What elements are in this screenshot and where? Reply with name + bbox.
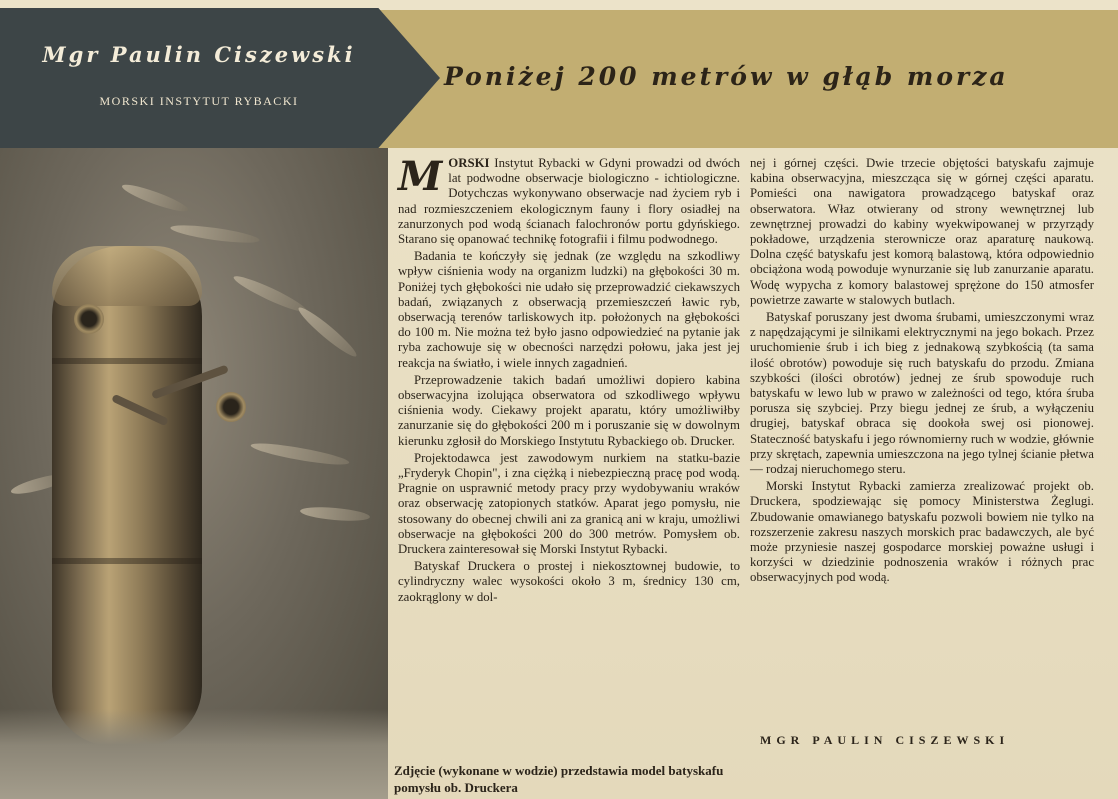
porthole bbox=[74, 304, 104, 334]
article-paragraph: Morski Instytut Rybacki zamierza zrealizować projekt ob. Druckera, spodziewając się pomocy Ministerstwa Żeglugi. Zbudowanie omawianego batyskafu pozwoli bowiem nie tylko na rozszerzenie zakresu naszych morskich prac badawczych, ale być może przyniesie naszej gospodarce morskiej poważne usługi i korzyści w dziedzinie podnoszenia wraków i różnych prac obserwacyjnych pod wodą. bbox=[750, 479, 1094, 585]
author-signature: MGR PAULIN CISZEWSKI bbox=[760, 733, 1010, 747]
fish bbox=[250, 439, 351, 468]
fish bbox=[300, 505, 371, 523]
author-name: Mgr Paulin Ciszewski bbox=[42, 42, 356, 67]
fish bbox=[120, 180, 190, 215]
header-dark-banner bbox=[0, 8, 440, 148]
article-title: Poniżej 200 metrów w głąb morza bbox=[444, 62, 1009, 91]
fish bbox=[231, 272, 309, 317]
bathyscaphe-seam bbox=[52, 358, 202, 364]
institute-name: MORSKI INSTYTUT RYBACKI bbox=[99, 94, 299, 108]
article-paragraph: Projektodawca jest zawodowym nurkiem na statku-bazie „Fryderyk Chopin", i zna ciężką i niebezpieczną pracę pod wodą. Pragnie on usprawnić metody pracy przy wydobywaniu wraków oraz obserwację zatopionych statków. Aparat jego pomysłu, nie stosowany do obecnej chwili ani za granicą ani w kraju, umożliwi obserwacje na głębokości 200 do 300 metrów. Pomysłem ob. Druckera zainteresował się Morski Instytut Rybacki. bbox=[398, 450, 740, 557]
lead-word: ORSKI bbox=[448, 156, 490, 170]
seabed bbox=[0, 709, 388, 799]
bathyscaphe-seam bbox=[52, 558, 202, 564]
article-paragraph: Przeprowadzenie takich badań umożliwi dopiero kabina obserwacyjna izolująca obserwatora od szkodliwego wpływu ciśnienia wody. Ciekawy projekt aparatu, który umożliwiłby zanurzanie się do głębokości 200 m i poruszanie się w dowolnym kierunku zgłosił do Morskiego Instytutu Rybackiego ob. Drucker. bbox=[398, 372, 740, 448]
article-column-2 bbox=[750, 156, 1094, 588]
fish bbox=[295, 303, 360, 360]
article-column-1 bbox=[398, 153, 740, 607]
photo-caption: Zdjęcie (wykonane w wodzie) przedstawia model batyskafu pomysłu ob. Druckera bbox=[394, 763, 724, 795]
bathyscaphe-photo bbox=[0, 148, 388, 799]
article-paragraph: Batyskaf poruszany jest dwoma śrubami, umieszczonymi wraz z napędzającymi je silnikami elektrycznymi na jego bokach. Przez uruchomienie śrub i ich bieg z jednakową szybkością (ta sama ilość obrotów) powoduje się ruch batyskafu do przodu. Zmiana szybkości (ilości obrotów) jednej ze śrub spowoduje ruch batyskafu w lewo lub w prawo w zależności od tego, która śruba porusza się szybciej. Przy biegu jednej ze śrub, a wyłączeniu drugiej, batyskaf obraca się dookoła swej osi pionowej. Stateczność batyskafu i jego równomierny ruch w wodzie, głównie przy skrętach, zapewnia umieszczona na jego tylnej ścianie płetwa — rodzaj nieruchomego steru. bbox=[750, 310, 1094, 477]
porthole bbox=[216, 392, 246, 422]
article-paragraph: Badania te kończyły się jednak (ze względu na szkodliwy wpływ ciśnienia wody na organizm ludzki) na głębokości 30 m. Poniżej tych głębokości nie udało się przeprowadzić ciekawszych badań, związanych z obserwacją przemieszczeń ławic ryb, obserwacją terenów tarliskowych itp. położonych na głębokości do 100 m. Nie można też było jasno odpowiedzieć na pytanie jak ryba zachowuje się w obecności narzędzi połowu, jaka jest jej reakcja na światło, i wiele innych zagadnień. bbox=[398, 249, 740, 370]
article-paragraph bbox=[398, 153, 740, 247]
article-paragraph: Batyskaf Druckera o prostej i niekosztownej budowie, to cylindryczny walec wysokości około 3 m, średnicy 130 cm, zaokrąglony w dol- bbox=[398, 559, 740, 604]
bathyscaphe-dome bbox=[52, 246, 202, 306]
article-paragraph: nej i górnej części. Dwie trzecie objętości batyskafu zajmuje kabina obserwacyjna, mieszcząca się w górnej części aparatu. Pomieści ona nawigatora prowadzącego batyskaf oraz obserwatora. Właz otwierany od strony wewnętrznej lub zewnętrznej prowadzi do kabiny wyekwipowanej w przyrządy pokładowe, urządzenia sterownicze oraz aparaturę naukową. Dolna część batyskafu jest komorą balastową, która odpowiednio obciążona wodą powoduje wynurzanie się lub zanurzanie aparatu. Wodę wypycha z komory balastowej sprężone do 150 atmosfer powietrze zawarte w stalowych butlach. bbox=[750, 156, 1094, 307]
drop-cap: M bbox=[398, 153, 443, 200]
fish bbox=[170, 222, 261, 246]
paragraph-text: Instytut Rybacki w Gdyni prowadzi od dwóch lat podwodne obserwacje biologiczno - ichtiologiczne. Dotychczas wykonywano obserwacje nad życiem ryb i nad rozmieszczeniem ekologicznym fauny i flory osiadłej na zanurzonych pod wodą ścianach falochronów portu gdyńskiego. Starano się opanować technikę fotografii i filmu podwodnego. bbox=[398, 156, 740, 247]
